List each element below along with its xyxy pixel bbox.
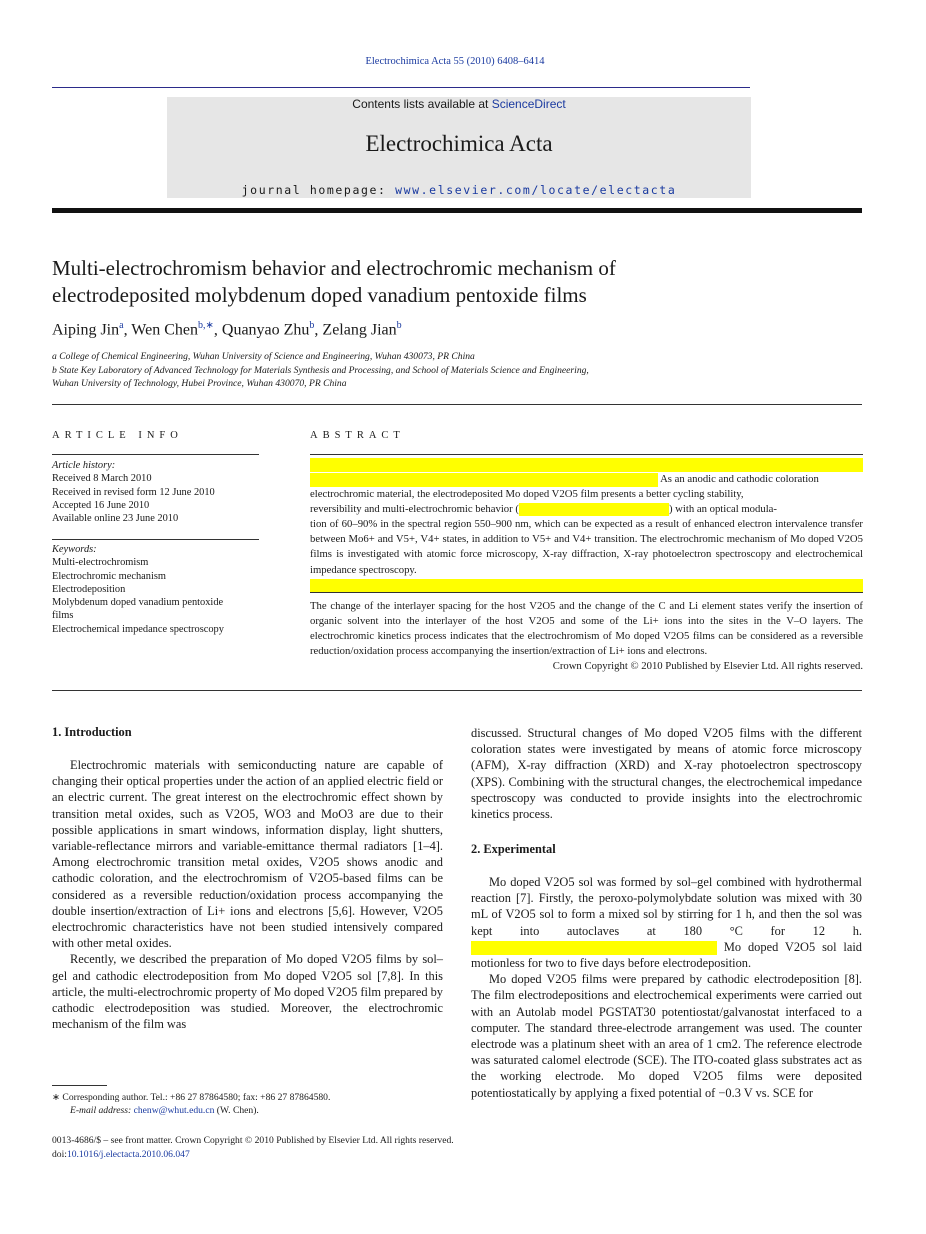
abstract-body (310, 458, 863, 674)
history-accepted: Accepted 16 June 2010 (52, 499, 150, 511)
author-affil-mark[interactable]: b (309, 320, 315, 331)
right-column-experimental (471, 874, 862, 1101)
author-affil-mark[interactable]: a (119, 320, 124, 331)
keyword-item: Molybdenum doped vanadium pentoxide (52, 597, 224, 609)
affiliation-b: b State Key Laboratory of Advanced Technology for Materials Synthesis and Processing, and School of Materials Science and Engineering, (52, 365, 589, 376)
sciencedirect-link[interactable]: ScienceDirect (491, 97, 566, 111)
keywords-label: Keywords: (52, 544, 97, 555)
intro-paragraph-1: Electrochromic materials with semiconducting nature are capable of changing their optical properties under the action of an applied electric field or an electric current. The great interest on the electrochromic effect shown by transition metal oxides, such as V2O5, WO3 and MoO3 are due to their possible applications in smart windows, information display, light shutters, variable-reflectance mirrors and variable-emittance thermal radiators [1–4]. Among electrochromic transition metal oxides, V2O5 shows anodic and cathodic coloration, and the electrochromism of V2O5-based films can be considered as a reversible reduction/oxidation process accompanying the double insertion/extraction of Li+ ions and electrons [5,6]. However, V2O5 electrochromic characteristics have not been studied intensively compared with other metal oxides. (52, 758, 443, 951)
intro-paragraph-2: Recently, we described the preparation of Mo doped V2O5 films by sol–gel and cathodic electrodeposition from Mo doped V2O5 sol [7,8]. In this article, the multi-electrochromic property of Mo doped V2O5 film prepared by cathodic electrodeposition was studied. Moreover, the electrochromic mechanism of the film was (52, 952, 443, 1032)
abstract-heading: ABSTRACT (310, 430, 405, 441)
abstract-rule-mid (310, 592, 863, 593)
author-name: Zelang Jian (322, 321, 397, 339)
homepage-prefix: journal homepage: (241, 183, 396, 197)
author-separator: , (123, 321, 132, 339)
affiliation-a: a College of Chemical Engineering, Wuhan University of Science and Engineering, Wuhan 430073, PR China (52, 351, 475, 362)
highlight-redaction (519, 503, 669, 516)
keyword-item: Electrodeposition (52, 583, 126, 595)
abstract-rule-top (310, 454, 863, 455)
abstract-copyright: Crown Copyright © 2010 Published by Elsevier Ltd. All rights reserved. (552, 660, 863, 673)
author-name: Wen Chen (131, 321, 198, 339)
footnote (52, 1091, 452, 1117)
contents-prefix: Contents lists available at (352, 97, 492, 111)
keyword-item: Multi-electrochromism (52, 557, 149, 569)
journal-homepage (167, 183, 751, 197)
article-history (52, 459, 260, 525)
footnote-rule (52, 1085, 107, 1086)
keyword-item: Electrochromic mechanism (52, 570, 166, 582)
affiliation-b-cont: Wuhan University of Technology, Hubei Province, Wuhan 430070, PR China (52, 378, 347, 389)
author-separator: , (213, 321, 222, 339)
abstract-p1-line2: electrochromic material, the electrodeposited Mo doped V2O5 film presents a better cycling stability, (310, 488, 744, 501)
keywords (52, 543, 260, 636)
author-affil-mark[interactable]: b,∗ (198, 320, 214, 331)
author-separator: , (314, 321, 323, 339)
left-column (52, 757, 443, 1032)
abstract-p1-end: As an anodic and cathodic coloration (660, 473, 819, 485)
abstract-rule-bottom (52, 690, 862, 691)
author-affil-mark[interactable]: b (396, 320, 402, 331)
email-link[interactable]: chenw@whut.edu.cn (133, 1105, 215, 1117)
author-list (52, 320, 402, 339)
email-label: E-mail address: (70, 1105, 134, 1117)
running-head[interactable]: Electrochimica Acta 55 (2010) 6408–6414 (365, 56, 545, 67)
front-matter-line: 0013-4686/$ – see front matter. Crown Copyright © 2010 Published by Elsevier Ltd. All rights reserved. (52, 1135, 454, 1146)
article-info-heading: ARTICLE INFO (52, 430, 183, 441)
abstract-p1-rest: tion of 60–90% in the spectral region 550–900 nm, which can be expected as a result of enhanced electron intervalence transfer between Mo6+ and V5+, V4+ states, in addition to V5+ and V4+ transition. The electrochromic mechanism of Mo doped V2O5 films is investigated with atomic force microscopy, X-ray diffraction, X-ray photoelectron spectroscopy and electrochemical impedance spectroscopy. (310, 518, 863, 576)
title-line-1: Multi-electrochromism behavior and electrochromic mechanism of (52, 256, 616, 280)
corresponding-author-note: ∗ Corresponding author. Tel.: +86 27 87864580; fax: +86 27 87864580. (52, 1092, 331, 1103)
highlight-redaction (310, 473, 658, 487)
history-online: Available online 23 June 2010 (52, 513, 179, 525)
title-block-rule (52, 404, 862, 405)
author-name: Quanyao Zhu (221, 321, 310, 339)
keyword-item: Electrochemical impedance spectroscopy (52, 623, 224, 635)
history-received: Received 8 March 2010 (52, 473, 152, 485)
doi-link[interactable]: 10.1016/j.electacta.2010.06.047 (66, 1148, 190, 1160)
header-thick-rule (52, 208, 862, 213)
contents-line (167, 97, 751, 111)
email-suffix: (W. Chen). (214, 1105, 259, 1117)
abstract-p2: The change of the interlayer spacing for the host V2O5 and the change of the C and Li element states verify the insertion of organic solvent into the interlayer of the host V2O5 and some of the Li+ ions into the sites in the V–O layers. The electrochromic kinetics process indicates that the electrochromism of Mo doped V2O5 films can be considered as a reversible reduction/oxidation process accompanying the insertion/extraction of Li+ ions and electrons. (310, 599, 863, 657)
abstract-p1-line3a: reversibility and multi-electrochromic behavior ( (310, 503, 519, 516)
abstract-p1-line3b: ) with an optical modula- (668, 503, 777, 516)
keywords-rule (52, 539, 259, 540)
section-heading-experimental: 2. Experimental (471, 842, 556, 856)
page-footer (52, 1134, 652, 1161)
highlight-redaction (471, 941, 717, 955)
intro-paragraph-3: discussed. Structural changes of Mo doped V2O5 films with the different coloration states were investigated by means of atomic force microscopy (AFM), X-ray diffraction (XRD) and X-ray photoelectron spectroscopy (XPS). Combining with the structural changes, the electrochemical impedance spectroscopy was conducted to provide insights into the electrochromic kinetics process. (471, 726, 862, 822)
keyword-item: films (52, 610, 74, 622)
exp-paragraph-1a: Mo doped V2O5 sol was formed by sol–gel combined with hydrothermal reaction [7]. Firstly, the peroxo-polymolybdate solution was mixed with 30 mL of V2O5 sol to form a mixed sol by stirring for 1 h, and then the sol was kept into autoclaves at 180 °C for 12 h. (471, 875, 862, 938)
section-heading-introduction: 1. Introduction (52, 725, 132, 739)
highlight-redaction (310, 458, 863, 472)
homepage-link[interactable]: www.elsevier.com/locate/electacta (395, 183, 677, 197)
highlight-redaction (310, 579, 863, 593)
header-rule (52, 87, 750, 88)
author-name: Aiping Jin (52, 321, 120, 339)
right-column-top (471, 725, 862, 822)
title-line-2: electrodeposited molybdenum doped vanadium pentoxide films (52, 283, 587, 307)
journal-name: Electrochimica Acta (365, 131, 553, 156)
article-title (52, 255, 862, 309)
history-label: Article history: (52, 460, 116, 471)
doi-prefix: doi: (52, 1148, 67, 1160)
article-info-rule (52, 454, 259, 455)
exp-paragraph-2: Mo doped V2O5 films were prepared by cathodic electrodeposition [8]. The film electrodepositions and electrochemical experiments were carried out with an Autolab model PGSTAT30 potentiostat/galvanostat interfaced to a computer. The standard three-electrode arrangement was used. The counter electrode was a platinum sheet with an area of 1 cm2. The reference electrode was saturated calomel electrode (SCE). The ITO-coated glass substrates act as the working electrode. Mo doped V2O5 films were deposited potentiostatically by applying a fixed potential of −0.3 V vs. SCE for (471, 972, 862, 1100)
exp-paragraph-1b: Mo doped V2O5 sol laid motionless for two to five days before electrodeposition. (471, 939, 862, 971)
history-revised: Received in revised form 12 June 2010 (52, 486, 215, 498)
